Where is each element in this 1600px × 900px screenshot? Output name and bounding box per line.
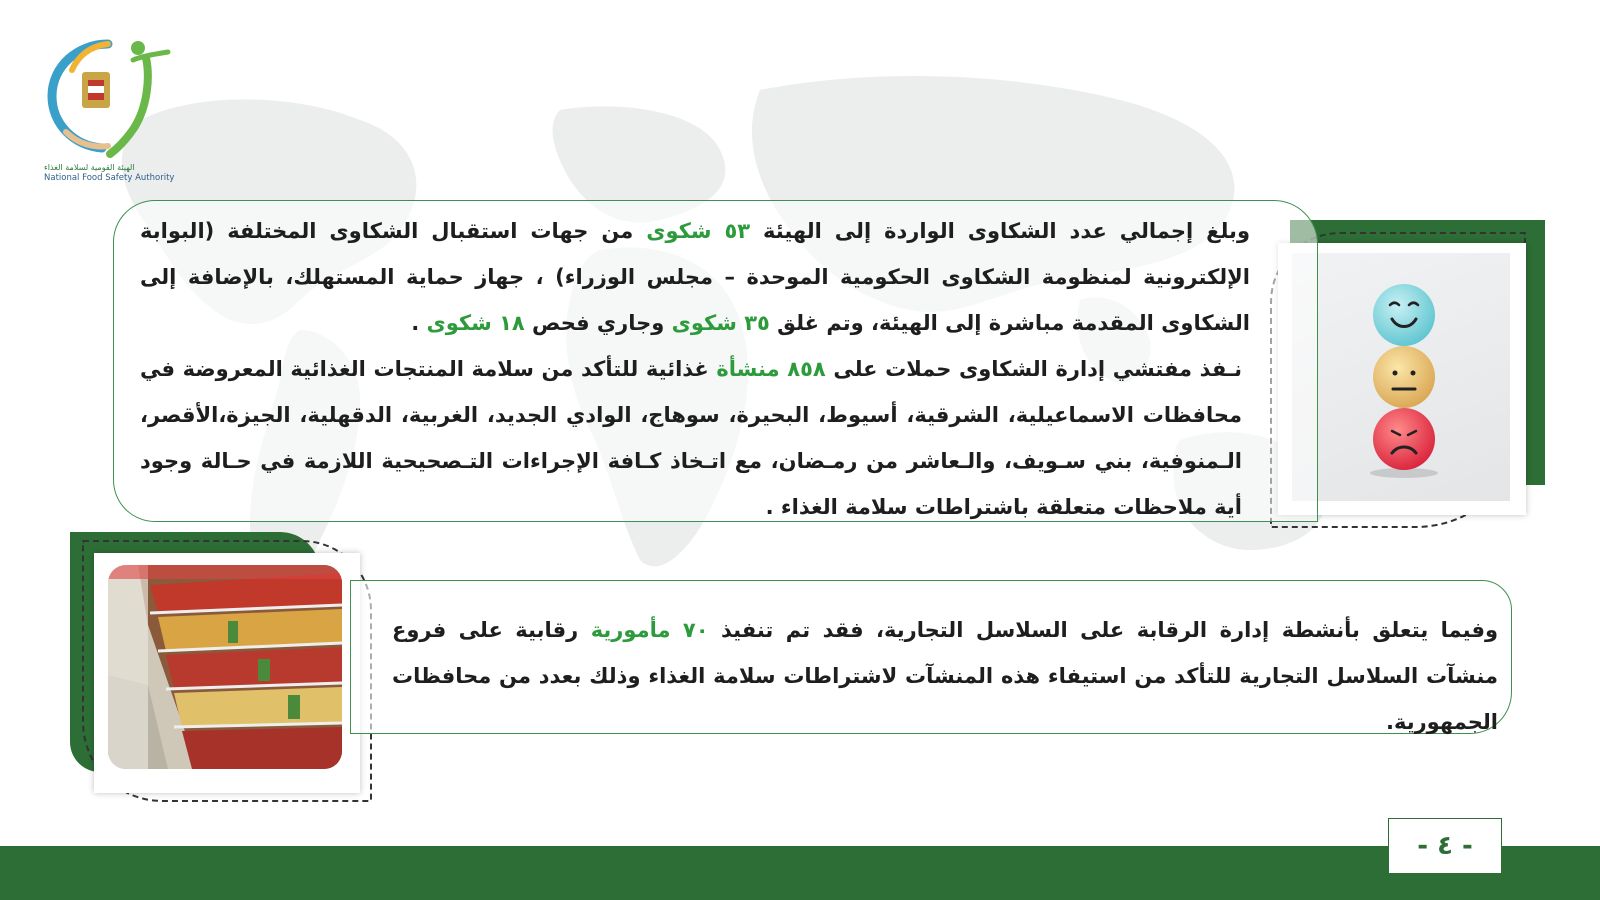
- supermarket-shelves-photo: [108, 565, 342, 769]
- highlight-total-complaints: ٥٣ شكوى: [646, 219, 751, 243]
- complaints-paragraph: وبلغ إجمالي عدد الشكاوى الواردة إلى الهيئة ٥٣ شكوى من جهات استقبال الشكاوى المختلفة (البوابة الإلكترونية لمنظومة الشكاوى الحكومية الموحدة – مجلس الوزراء) ، جهاز حماية المستهلك، بالإضافة إلى الشكاوى المقدمة مباشرة إلى الهيئة، وتم غلق ٣٥ شكوى وجاري فحص ١٨ شكوى .: [140, 219, 1250, 335]
- highlight-closed-complaints: ٣٥ شكوى: [671, 311, 770, 335]
- complaints-section-text: [140, 208, 1250, 530]
- highlight-pending-complaints: ١٨ شكوى: [426, 311, 525, 335]
- highlight-facilities-count: ٨٥٨ منشأة: [716, 357, 826, 381]
- inspections-paragraph: نـفذ مفتشي إدارة الشكاوى حملات على ٨٥٨ منشأة غذائية للتأكد من سلامة المنتجات الغذائية المعروضة في محافظات الاسماعيلية، الشرقية، أسيوط، البحيرة، سوهاج، الوادي الجديد، الغربية، الدقهلية، الجيزة،الأقصر، الـمنوفية، بني سـويف، والـعاشر من رمـضان، مع اتـخاذ كـافة الإجراءات التـصحيحية اللازمة في حـالة وجود أية ملاحظات متعلقة باشتراطات سلامة الغذاء .: [140, 357, 1242, 519]
- supermarket-photo-card: [94, 553, 360, 793]
- nfsa-logo-icon: [38, 36, 178, 161]
- chains-section-text: [392, 607, 1498, 745]
- footer-bar: [0, 846, 1600, 900]
- logo-caption-arabic: الهيئة القومية لسلامة الغذاء: [44, 163, 135, 172]
- highlight-missions-count: ٧٠ مأمورية: [590, 618, 709, 642]
- emoji-faces-photo: [1292, 253, 1510, 501]
- logo-caption-english: National Food Safety Authority: [44, 173, 175, 183]
- chains-paragraph: وفيما يتعلق بأنشطة إدارة الرقابة على السلاسل التجارية، فقد تم تنفيذ ٧٠ مأمورية رقابية على فروع منشآت السلاسل التجارية للتأكد من استيفاء هذه المنشآت لاشتراطات سلامة الغذاء وذلك بعدد من محافظات الجمهورية.: [392, 618, 1499, 734]
- page-number: - ٤ -: [1388, 818, 1502, 874]
- nfsa-logo: [38, 36, 188, 186]
